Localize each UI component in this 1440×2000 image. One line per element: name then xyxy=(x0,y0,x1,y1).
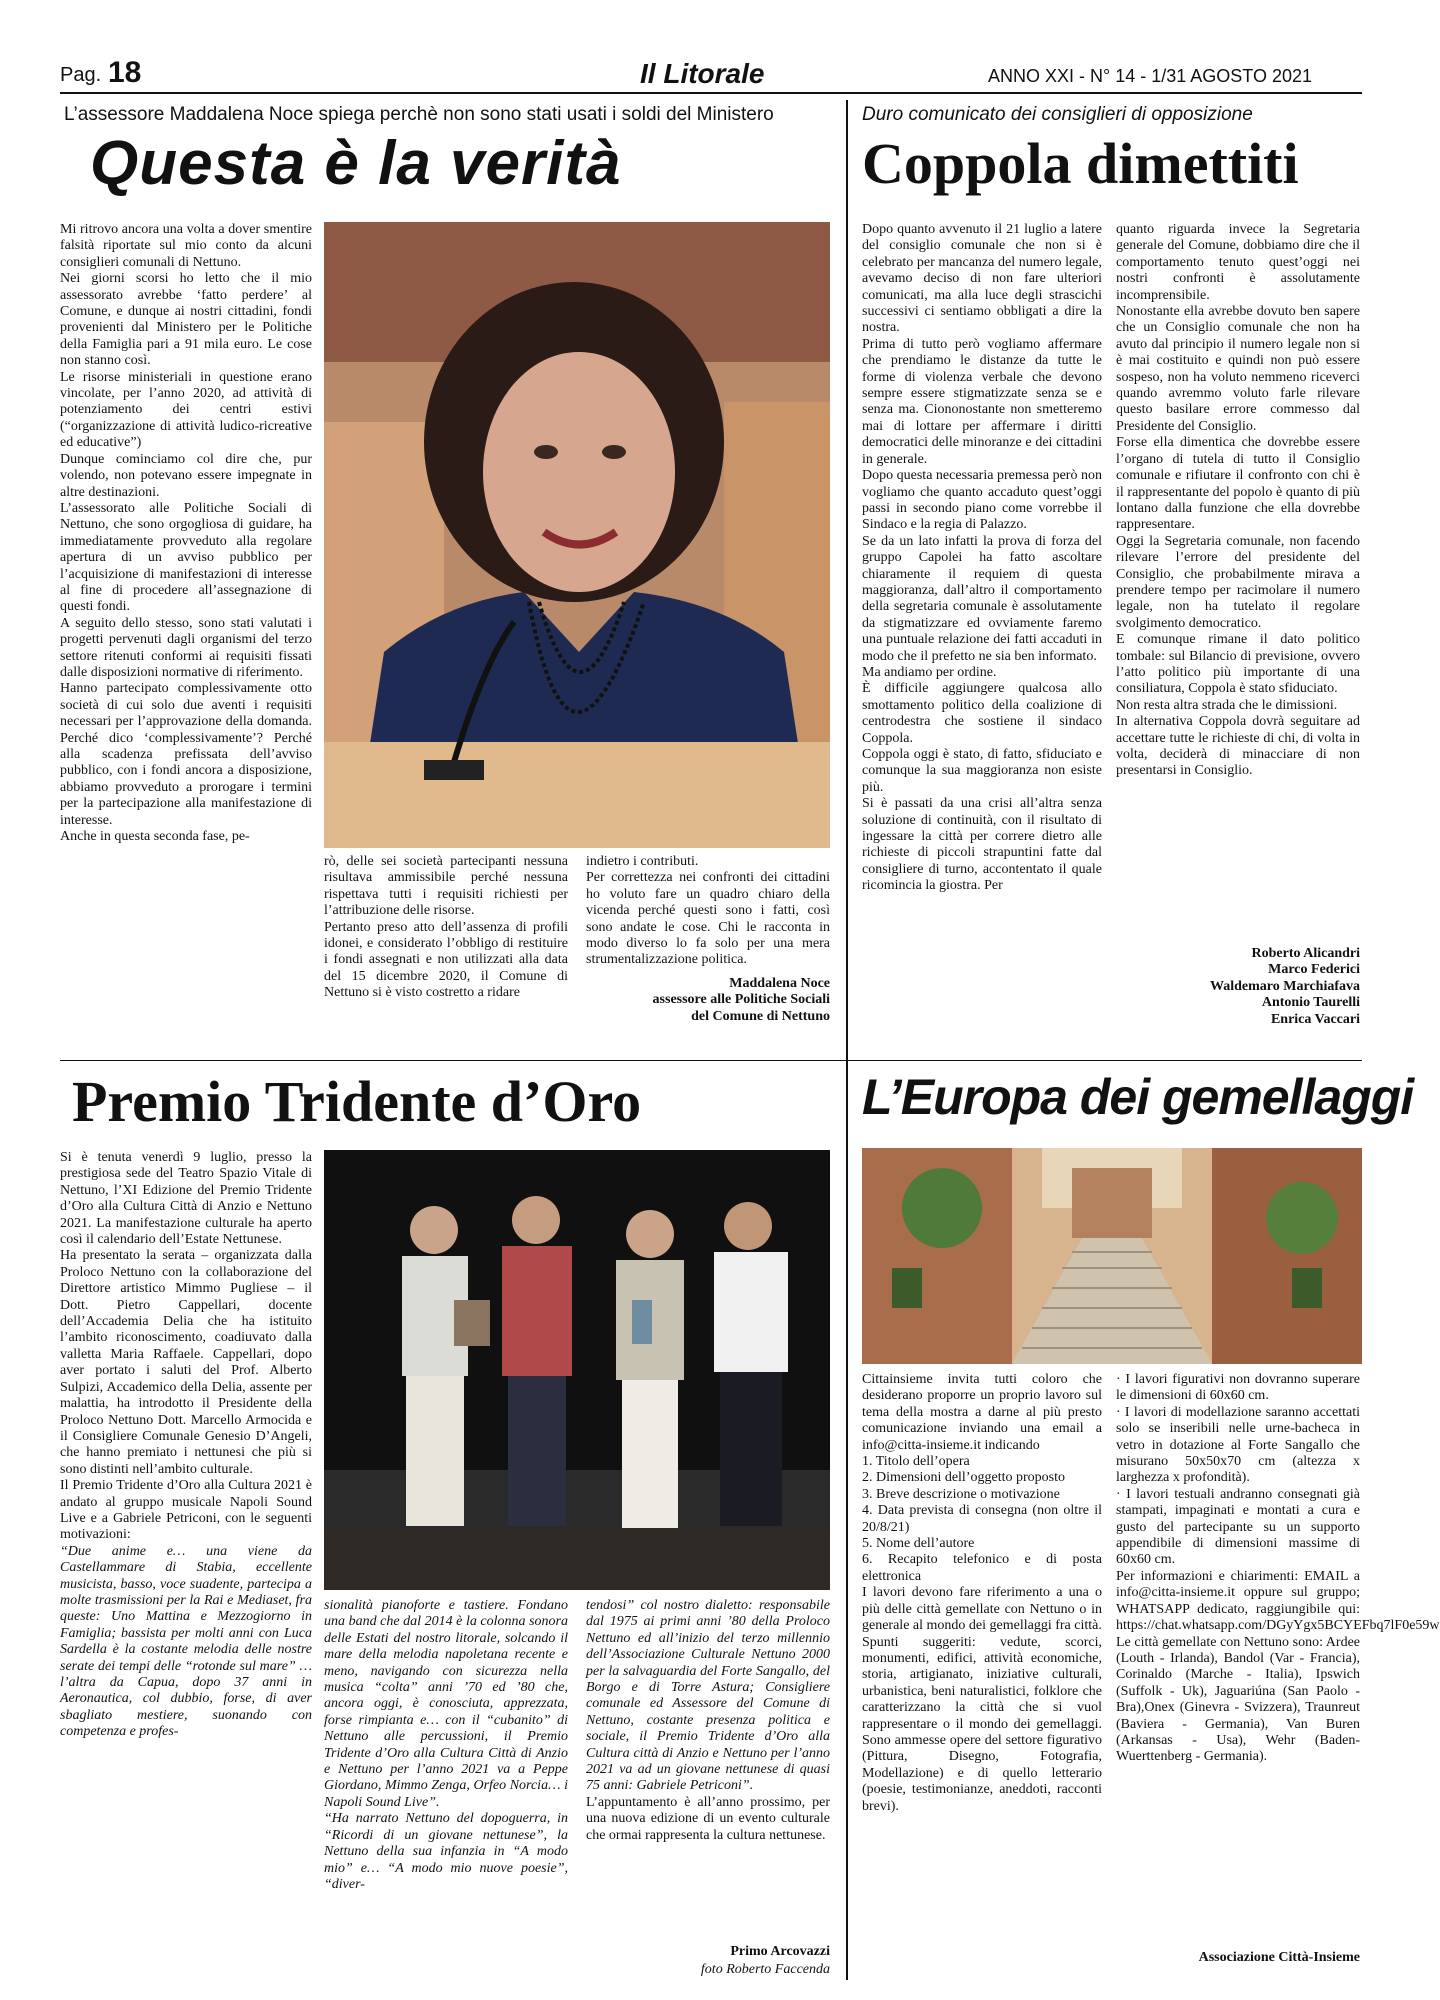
article1-title: Questa è la verità xyxy=(90,129,622,198)
stairway-town-image xyxy=(862,1148,1362,1364)
assessor-photo xyxy=(324,222,830,848)
article3-col1-text: Si è tenuta venerdì 9 luglio, presso la prestigiosa sede del Teatro Spazio Vitale di Nettuno, l’XI Edizione del Premio Tridente d’Oro alla Cultura Città di Anzio e Nettuno 2021. La manifestazione culturale ha aperto così il calendario dell’Estate Nettunese. Ha presentato la serata – organizzata dalla Proloco Nettuno con la collaborazione del Direttore artistico Mimmo Pugliese – il Dott. Pietro Cappellari, docente dell’Accademia Delia che ha istituito l’ambito riconoscimento, coadiuvato dalla valletta Maria Raffaele. Cappellari, dopo aver portato i saluti del Prof. Alberto Sulpizi, Accademico della Delia, assente per malattia, ha introdotto il Presidente della Proloco Nettuno Dott. Marcello Armocida e il Consigliere Comunale Genesio D’Angeli, che hanno premiato i nettunesi che più si sono distinti nell’ambito culturale. Il Premio Tridente d’Oro alla Cultura 2021 è andato al gruppo musicale Napoli Sound Live e a Gabriele Petriconi, con le seguenti motivazioni: xyxy=(60,1150,312,1543)
page-label: Pag. xyxy=(60,64,102,86)
article2-col2: quanto riguarda invece la Segretaria generale del Comune, dobbiamo dire che il comportamento tenuto quest’oggi nei nostri confronti è assolutamente incomprensibile. Nonostante ella avrebbe dovuto ben sapere che un Consiglio comunale che non ha avuto dal principio il numero legale non si è mai costituito e quindi non può essere sospeso, non ha voluto nemmeno riceverci quando avremmo voluto farle rilevare questo basilare errore commesso dal Presidente del Consiglio. Forse ella dimentica che dovrebbe essere l’organo di tutela di tutto il Consiglio comunale e rifiutare il confronto con chi è il rappresentante del popolo è quanto di più lontano dalla funzione che ella dovrebbe rappresentare. Oggi la Segretaria comunale, non facendo rilevare l’errore del presidente del Consiglio, che probabilmente mirava a prendere tempo per racimolare il numero legale, non ha tutelato il regolare svolgimento democratico. E comunque rimane il dato politico tombale: sul Bilancio di previsione, ovvero l’atto politico più importante di una consiliatura, Coppola è stato sfiduciato. Non resta altra strada che le dimissioni. In alternativa Coppola dovrà seguitare ad accettare tutte le richieste di chi, di volta in volta, deciderà di minacciare di non presentarsi in Consiglio. xyxy=(1116,222,1360,779)
signature-name: Maddalena Noce xyxy=(729,976,830,991)
article3-signature: Primo Arcovazzi xyxy=(730,1944,830,1959)
header-rule xyxy=(60,92,1362,94)
article4-col1: Cittainsieme invita tutti coloro che desiderano proporre un proprio lavoro sul tema della mostra a darne al più presto comunicazione inviando una email a info@citta-insieme.it indicando 1. Titolo dell’opera 2. Dimensioni dell’oggetto proposto 3. Breve descrizione o motivazione 4. Data prevista di consegna (non oltre il 20/8/21) 5. Nome dell’autore 6. Recapito telefonico e di posta elettronica I lavori devono fare riferimento a una o più delle città gemellate con Nettuno o in generale al mondo dei gemellaggi fra città. Spunti suggeriti: vedute, scorci, monumenti, edifici, attività economiche, storia, artigianato, iniziative culturali, urbanistica, beni naturalistici, folklore che caratterizzano la città che si vuol rappresentare o il mondo dei gemellaggi. Sono ammesse opere del settore figurativo (Pittura, Disegno, Fotografia, Modellazione) e di quello letterario (poesie, testimonianze, aneddoti, racconti brevi). xyxy=(862,1372,1102,1814)
article1-signature xyxy=(586,976,830,1025)
article3-col3-text: L’appuntamento è all’anno prossimo, per una nuova edizione di un evento culturale che ormai rappresenta la cultura nettunese. xyxy=(586,1794,830,1843)
article2-kicker: Duro comunicato dei consiglieri di opposizione xyxy=(862,104,1253,125)
signature-role: assessore alle Politiche Sociali xyxy=(652,992,830,1008)
signatory: Enrica Vaccari xyxy=(1270,1011,1360,1027)
page-number: 18 xyxy=(108,56,142,89)
article2-signatures xyxy=(1116,946,1360,1028)
section-divider xyxy=(60,1060,1362,1061)
article3-col1-motivation: “Due anime e… una viene da Castellammare di Stabia, eccellente musicista, basso, voce suadente, partecipa a molte trasmissioni per la Rai e Mediaset, fra queste: Uno Mattina e Mezzogiorno in Famiglia; bassista per molti anni con Luca Sardella è la costante melodia delle nostre serate dei tempi delle “rotonde sul mare” … l’altra da Capua, dopo 37 anni in Aeronautica, col dubbio, forse, di aver sbagliato mestiere, suonando con competenza e profes- xyxy=(60,1543,312,1740)
article3-col3-motivation: tendosi” col nostro dialetto: responsabile dal 1975 ai primi anni ’80 della Proloco Nettuno ed all’inizio del terzo millennio dell’Associazione Culturale Nettuno 2000 per la salvaguardia del Forte Sangallo, del Borgo e di Torre Astura; Consigliere comunale ed Assessore del Comune di Nettuno, costante presenza politica e sociale, il Premio Tridente d’Oro alla Cultura città di Anzio e Nettuno per l’anno 2021 va ad un giovane nettunese di quasi 75 anni: Gabriele Petriconi”. xyxy=(586,1598,830,1794)
signatory: Roberto Alicandri xyxy=(1251,946,1360,961)
article1-col3: indietro i contributi. Per correttezza nei confronti dei cittadini ho voluto fare un quadro chiaro della vicenda perché questi sono i fatti, così sono andate le cose. Chi le racconta in modo diverso lo fa solo per una mera strumentalizzazione politica. xyxy=(586,854,830,968)
article1-col2: rò, delle sei società partecipanti nessuna risultava ammissibile perché nessuna rispettava tutti i requisiti richiesti per l’attribuzione delle risorse. Pertanto preso atto dell’assenza di profili idonei, e considerato l’obbligo di restituire i fondi assegnati e non utilizzati alla data del 15 dicembre 2020, il Comune di Nettuno si è visto costretto a ridare xyxy=(324,854,568,1001)
article3-title: Premio Tridente d’Oro xyxy=(72,1069,642,1134)
signature-municipality: del Comune di Nettuno xyxy=(691,1008,830,1024)
article3-col2: sionalità pianoforte e tastiere. Fondano una band che dal 2014 è la colonna sonora delle Estati del nostro litorale, solcando il mare della melodia napoletana recente e meno, navigando con sicurezza nella musica “colta” anni ’70 ed ’80 che, ancora oggi, è conosciuta, apprezzata, forse rimpianta e… con il “cubanito” di Nettuno alle percussioni, il Premio Tridente d’Oro alla Cultura Città di Anzio e Nettuno per l’anno 2021 va a Peppe Giordano, Mimmo Zenga, Orfeo Norcia… i Napoli Sound Live”. “Ha narrato Nettuno del dopoguerra, in “Ricordi di un giovane nettunese”, la Nettuno della sua infanzia in “A modo mio” e… “A modo mio nuove poesie”, “diver- xyxy=(324,1598,568,1892)
signatory: Antonio Taurelli xyxy=(1261,995,1360,1011)
article1-kicker: L’assessore Maddalena Noce spiega perchè non sono stati usati i soldi del Ministero xyxy=(64,104,774,125)
article3-col1 xyxy=(60,1150,312,1980)
article4-col2: · I lavori figurativi non dovranno superare le dimensioni di 60x60 cm. · I lavori di modellazione saranno accettati solo se inseribili nelle urne-bacheca in vetro in dotazione al Forte Sangallo che misurano 50x50x70 cm (altezza x larghezza x profondità). · I lavori testuali andranno consegnati già stampati, impaginati e montati a cura e gusto del partecipante su un supporto appendibile di dimensioni massime di 60x60 cm. Per informazioni e chiarimenti: EMAIL a info@citta-insieme.it oppure sul gruppo; WHATSAPP dedicato, raggiungibile qui: https://chat.whatsapp.com/DGyYgx5BCYEFbq7lF0e59w Le città gemellate con Nettuno sono: Ardee (Louth - Irlanda), Bandol (Var - Francia), Corinaldo (Marche - Italia), Ipswich (Suffolk - Uk), Jaguariúna (San Paolo - Bra),Onex (Ginevra - Svizzera), Traunreut (Baviera - Germania), Van Buren (Arkansas - Usa), Wehr (Baden-Wuerttenberg - Germania). xyxy=(1116,1372,1440,1765)
article2-col1: Dopo quanto avvenuto il 21 luglio a latere del consiglio comunale che non si è celebrato per mancanza del numero legale, avevamo deciso di non fare ulteriori comunicati, ma alla luce degli strascichi successivi ci sentiamo obbligati a dire la nostra. Prima di tutto però vogliamo affermare che prendiamo le distanze da tutte le forme di violenza verbale che devono sempre essere stigmatizzate senza se e senza ma. Ciononostante non smetteremo mai di lottare per affermare i diritti democratici delle minoranze e dei cittadini in generale. Dopo questa necessaria premessa però non vogliamo che quanto accaduto quest’oggi passi in secondo piano come vorrebbe il Sindaco e la regia di Palazzo. Se da un lato infatti la prova di forza del gruppo Capolei ha fatto ascoltare chiaramente il requiem di questa maggioranza, dall’altro il comportamento della segretaria comunale è assolutamente da stigmatizzare ed ovviamente faremo una puntuale relazione dei fatti accaduti in modo che il prefetto ne sia ben informato. Ma andiamo per ordine. È difficile aggiungere qualcosa allo smottamento politico della coalizione di centrodestra che sostiene il sindaco Coppola. Coppola oggi è stato, di fatto, sfiduciato e comunque la sua maggioranza non esiste più. Si è passati da una crisi all’altra senza soluzione di continuità, con il risultato di ingessare la città per correre dietro alle richieste di piccoli strapuntini fatte dal consigliere di turno, accontentato il quale ricomincia la giostra. Per xyxy=(862,222,1102,894)
village-stairs-photo xyxy=(862,1148,1362,1364)
article2-title: Coppola dimettiti xyxy=(862,131,1299,196)
article1-col1: Mi ritrovo ancora una volta a dover smentire falsità riportate sul mio conto da alcuni consiglieri comunali di Nettuno. Nei giorni scorsi ho letto che il mio assessorato avrebbe ‘fatto perdere’ al Comune, e dunque ai nostri cittadini, fondi provenienti dal Ministero per le Politiche della Famiglia pari a 91 mila euro. Le cose non stanno così. Le risorse ministeriali in questione erano vincolate, per l’anno 2020, ad attività di potenziamento dei centri estivi (“organizzazione di attività ludico-ricreative ed educative”) Dunque cominciamo col dire che, pur volendo, non potevano essere impegnate in altre destinazioni. L’assessorato alle Politiche Sociali di Nettuno, che sono orgogliosa di guidare, ha immediatamente provveduto alla regolare apertura di un avviso pubblico per l’acquisizione di manifestazioni di interesse al fine di procedere all’assegnazione di questi fondi. A seguito dello stesso, sono stati valutati i progetti pervenuti dagli organismi del terzo settore ritenuti conformi ai requisiti fissati dalle disposizioni normative di riferimento. Hanno partecipato complessivamente otto società di cui solo due aventi i requisiti necessari per l’approvazione della domanda. Perché dico ‘complessivamente’? Perché alla scadenza prefissata dell’avviso pubblico, con i fondi ancora a disposizione, abbiamo provveduto a prorogare i termini per la partecipazione alla manifestazione di interesse. Anche in questa seconda fase, pe- xyxy=(60,222,312,845)
article3-col3 xyxy=(586,1598,830,1898)
signatory: Marco Federici xyxy=(1268,962,1360,978)
issue-info: ANNO XXI - N° 14 - 1/31 AGOSTO 2021 xyxy=(988,66,1312,86)
signatory: Waldemaro Marchiafava xyxy=(1210,978,1360,994)
stage-photo-image xyxy=(324,1150,830,1590)
article4-title: L’Europa dei gemellaggi xyxy=(862,1069,1414,1125)
column-divider xyxy=(846,100,848,1980)
photo-credit: foto Roberto Faccenda xyxy=(700,1962,830,1977)
woman-portrait-image xyxy=(324,222,830,848)
article4-signature: Associazione Città-Insieme xyxy=(1198,1950,1360,1965)
masthead: Il Litorale xyxy=(640,58,765,89)
award-ceremony-photo xyxy=(324,1150,830,1590)
